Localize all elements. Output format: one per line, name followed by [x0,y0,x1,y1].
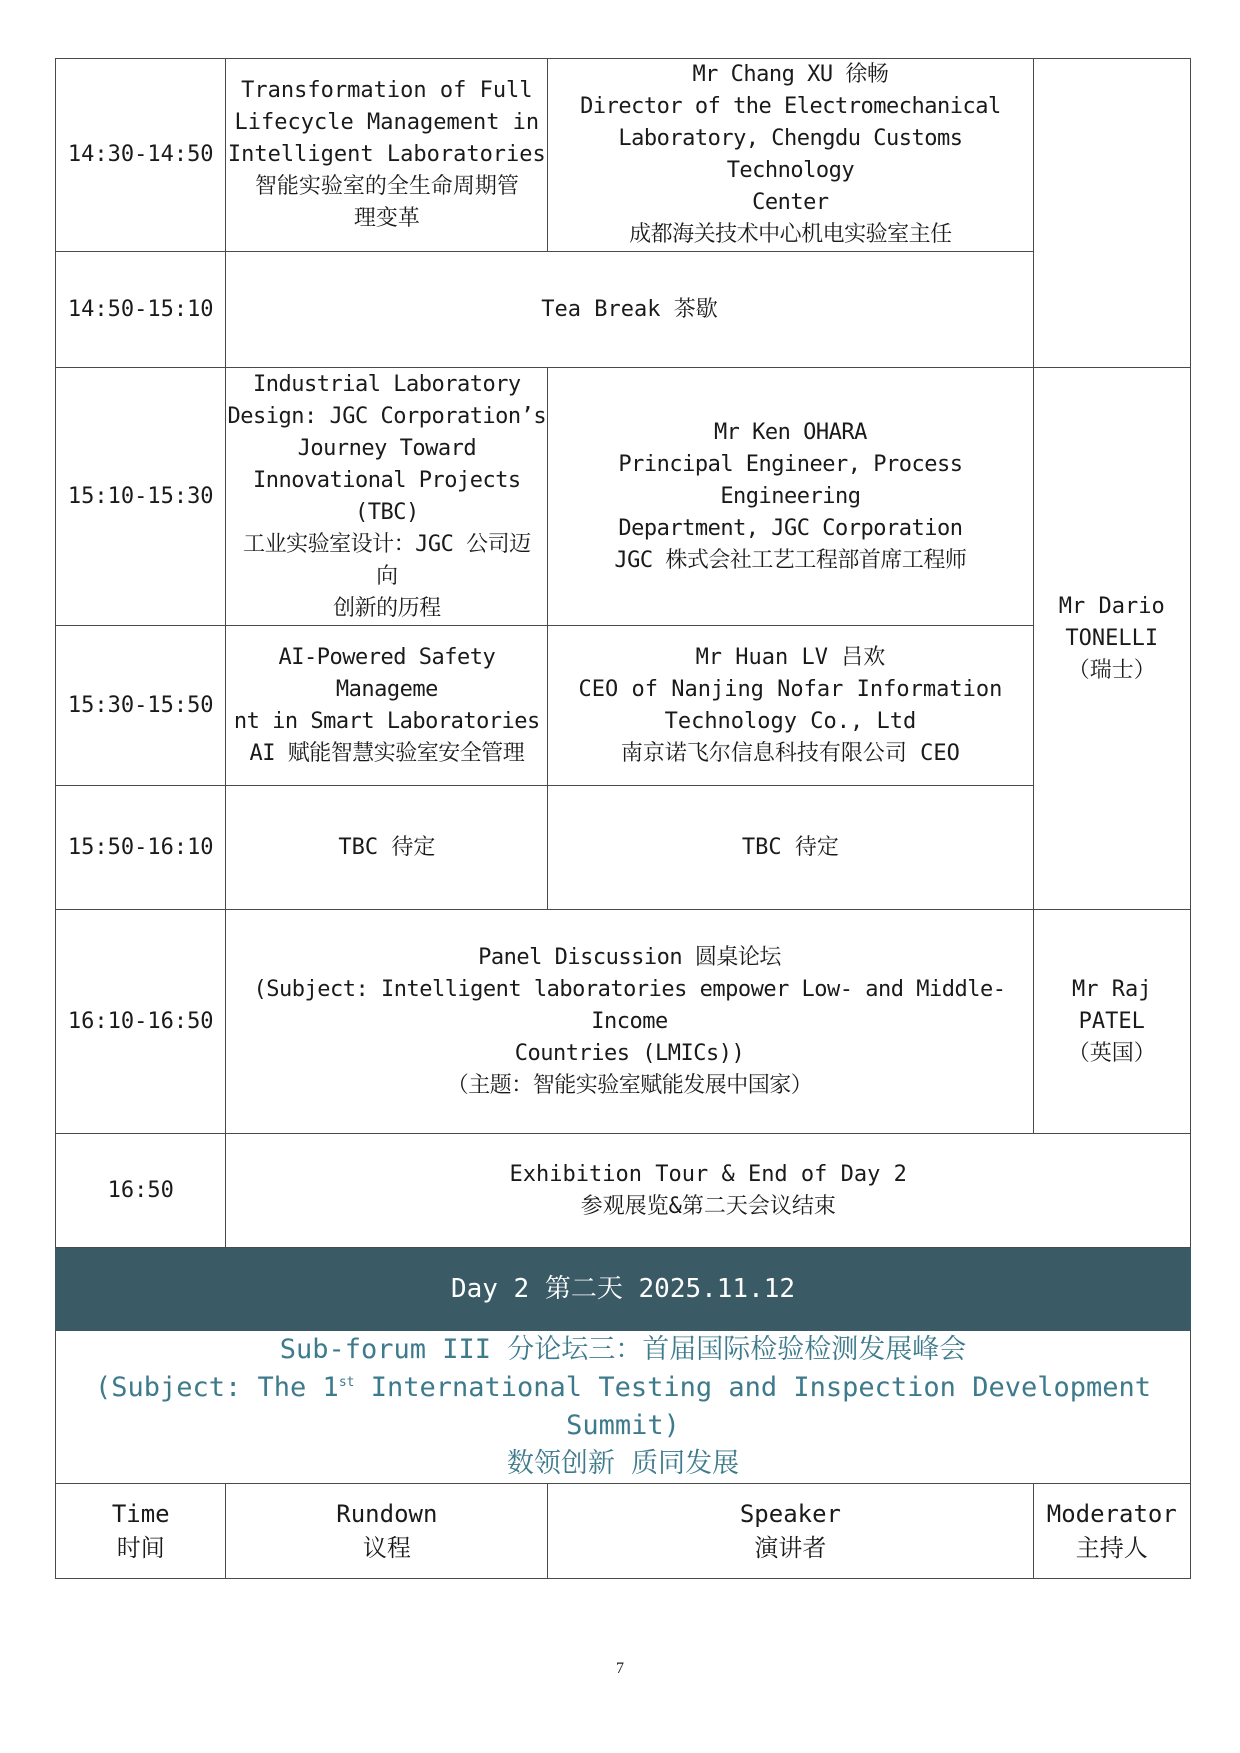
time-cell: 16:10-16:50 [56,910,226,1134]
day-band [56,1248,1191,1331]
table-row [56,786,1191,910]
page-number: 7 [616,1660,624,1677]
exhibition-cell: Exhibition Tour & End of Day 2 参观展览&第二天会议结束 [226,1134,1191,1248]
moderator-cell-empty [1033,59,1190,368]
moderator-cell: Mr Dario TONELLI （瑞士） [1033,368,1190,910]
table-row [56,368,1191,626]
speaker-cell: Mr Chang XU 徐畅 Director of the Electromechanical Laboratory, Chengdu Customs Technology Center 成都海关技术中心机电实验室主任 [548,59,1033,252]
speaker-cell: TBC 待定 [548,786,1033,910]
speaker-cell: Mr Huan LV 吕欢 CEO of Nanjing Nofar Information Technology Co., Ltd 南京诺飞尔信息科技有限公司 CEO [548,626,1033,786]
table-row [56,626,1191,786]
subforum-title: Sub-forum III 分论坛三：首届国际检验检测发展峰会 (Subject: The 1st International Testing and Inspection Development Summit) 数领创新 质同发展 [56,1331,1191,1484]
tea-break-cell: Tea Break 茶歇 [226,252,1033,368]
rundown-cell: TBC 待定 [226,786,548,910]
speaker-cell: Mr Ken OHARA Principal Engineer, Process Engineering Department, JGC Corporation JGC 株式会社工艺工程部首席工程师 [548,368,1033,626]
table-row [56,59,1191,252]
panel-discussion-cell: Panel Discussion 圆桌论坛 (Subject: Intelligent laboratories empower Low- and Middle-Income Countries (LMICs)) （主题：智能实验室赋能发展中国家） [226,910,1033,1134]
rundown-cell: AI-Powered Safety Manageme nt in Smart Laboratories AI 赋能智慧实验室安全管理 [226,626,548,786]
time-cell: 15:30-15:50 [56,626,226,786]
rundown-cell: Industrial Laboratory Design: JGC Corporation’s Journey Toward Innovational Projects (TBC) 工业实验室设计：JGC 公司迈 向 创新的历程 [226,368,548,626]
time-cell: 15:50-16:10 [56,786,226,910]
header-time: Time 时间 [56,1484,226,1579]
moderator-cell: Mr Raj PATEL （英国） [1033,910,1190,1134]
header-row [56,1484,1191,1579]
header-rundown: Rundown 议程 [226,1484,548,1579]
agenda-table [55,58,1191,1579]
table-row [56,910,1191,1134]
header-moderator: Moderator 主持人 [1033,1484,1190,1579]
table-row [56,1134,1191,1248]
time-cell: 16:50 [56,1134,226,1248]
time-cell: 14:50-15:10 [56,252,226,368]
day-title: Day 2 第二天 2025.11.12 [56,1248,1191,1331]
time-cell: 15:10-15:30 [56,368,226,626]
rundown-cell: Transformation of Full Lifecycle Management in Intelligent Laboratories 智能实验室的全生命周期管 理变革 [226,59,548,252]
time-cell: 14:30-14:50 [56,59,226,252]
subforum-row [56,1331,1191,1484]
table-row [56,252,1191,368]
header-speaker: Speaker 演讲者 [548,1484,1033,1579]
